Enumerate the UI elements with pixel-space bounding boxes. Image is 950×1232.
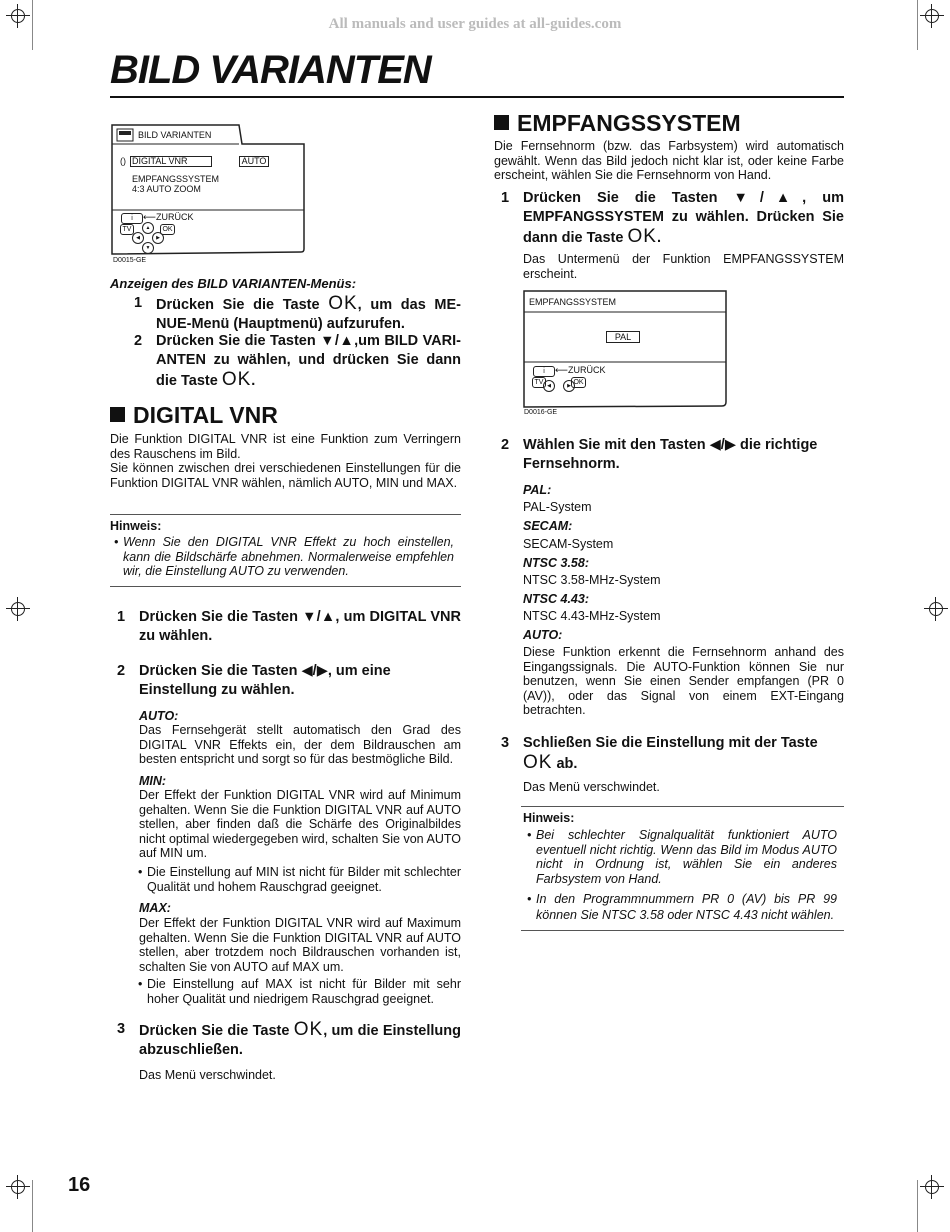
step-number: 2 — [501, 437, 510, 453]
note-item-1 — [527, 828, 837, 886]
dvnr-paragraph-2: Sie können zwischen drei verschiedenen Einstellungen für die Funktion DIGITAL VNR wählen, nämlich AUTO, MIN und MAX. — [110, 461, 461, 490]
ok-button-glyph: OK — [293, 1019, 324, 1040]
intro-heading: Anzeigen des BILD VARIANTEN-Menüs: — [110, 276, 357, 291]
max-label: MAX: — [139, 901, 171, 915]
max-bullet — [138, 977, 461, 1006]
menu-item-value: AUTO — [239, 156, 269, 167]
section-heading-empfangssystem — [494, 110, 741, 137]
intro-step-2 — [134, 332, 461, 391]
max-text: Der Effekt der Funktion DIGITAL VNR wird auf Maximum gehalten. Wenn Sie die Funktion DIGITAL VNR auf AUTO stellen, aber trotzdem noch Bildrauschen vorhanden ist, schalten Sie von AUTO auf MAX um. — [139, 916, 461, 974]
auto-text: Diese Funktion erkennt die Fernsehnorm anhand des Eingangssignals. Die AUTO-Funktion können Sie nur benutzen, wenn Sie einen Sender empfangen (PR 0 (AV)), oder das Signal von einem EXT-Eingang betrachten. — [523, 645, 844, 717]
dvnr-step-1 — [117, 608, 461, 646]
empf-step-3-note: Das Menü verschwindet. — [523, 780, 660, 794]
heading-text: DIGITAL VNR — [133, 402, 278, 428]
selection-indicator-icon: () — [120, 156, 126, 166]
dvnr-step-3 — [117, 1019, 461, 1060]
ok-button-glyph: OK — [328, 293, 358, 314]
note-label: Hinweis: — [523, 811, 575, 825]
secam-text: SECAM-System — [523, 537, 614, 551]
registration-mark-icon — [920, 1175, 944, 1199]
back-label: ZURÜCK — [156, 212, 194, 222]
square-bullet-icon — [494, 115, 509, 130]
step-number: 3 — [501, 735, 510, 751]
note-label: Hinweis: — [110, 519, 162, 533]
page-number: 16 — [68, 1174, 91, 1196]
bullet-icon: • — [114, 535, 119, 549]
min-label: MIN: — [139, 774, 167, 788]
note-text — [114, 535, 454, 579]
section-heading-digital-vnr — [110, 402, 278, 429]
ok-button-icon: OK — [160, 224, 175, 235]
crop-mark — [32, 0, 33, 50]
step-number: 1 — [117, 609, 126, 625]
step-text: Drücken Sie die Taste — [139, 1023, 290, 1039]
note-body: Bei schlechter Signalqualität funktioniert AUTO eventuell nicht richtig. Wenn das Bild im Modus AUTO nicht in Ordnung ist, wählen Sie ein anderes Farbsystem von Hand. — [536, 828, 837, 886]
empfangssystem-menu-illustration — [523, 290, 729, 418]
auto-text: Das Fernsehgerät stellt automatisch den Grad des DIGITAL VNR Effekts ein, der dem Bildrauschen am besten entspricht und sorgt so für das bestmögliche Bild. — [139, 723, 461, 766]
back-label: ZURÜCK — [568, 365, 606, 375]
auto-label: AUTO: — [523, 628, 563, 642]
watermark: All manuals and user guides at all-guides.com — [328, 16, 622, 32]
page-title: BILD VARIANTEN — [110, 48, 431, 92]
bullet-text: Die Einstellung auf MIN ist nicht für Bilder mit schlechter Qualität und hohem Rauschgrad geeignet. — [147, 865, 461, 894]
note-rule-top — [521, 806, 844, 807]
step-number: 2 — [134, 333, 143, 349]
step-text: Drücken Sie die Tasten ▼/▲, um DIGITAL VNR zu wählen. — [139, 609, 461, 644]
nav-pad-icon: ◀ ▶ — [542, 374, 578, 406]
dvnr-step-3-note: Das Menü verschwindet. — [139, 1068, 276, 1082]
note-rule-top — [110, 514, 461, 515]
empf-step-3 — [501, 734, 844, 774]
step-number: 2 — [117, 663, 126, 679]
empf-step-1 — [501, 189, 844, 248]
empf-paragraph-1: Die Fernsehnorm (bzw. das Farbsystem) wird automatisch gewählt. Wenn das Bild jedoch nicht klar ist, oder keine Farbe erscheint, wählen Sie die Fernsehnorm von Hand. — [494, 139, 844, 182]
registration-mark-icon — [920, 4, 944, 28]
submenu-value: PAL — [606, 331, 640, 343]
back-arrow-icon: ⟵ — [555, 365, 568, 375]
registration-mark-icon — [6, 1175, 30, 1199]
crop-mark — [917, 1180, 918, 1232]
step-text: , um das ME-NUE-Menü (Hauptmenü) aufzurufen. — [156, 297, 462, 332]
note-item-2 — [527, 891, 837, 923]
step-text: Schließen Sie die Einstellung mit der Taste — [523, 735, 818, 751]
submenu-title: EMPFANGSSYSTEM — [529, 297, 617, 307]
registration-mark-icon — [6, 4, 30, 28]
nav-pad-icon: ▲ ◀ ▶ ▼ — [131, 222, 167, 254]
note-rule-bottom — [521, 930, 844, 931]
min-text: Der Effekt der Funktion DIGITAL VNR wird auf Minimum gehalten. Wenn Sie die Funktion DIGITAL VNR auf AUTO stellen, aber finden daß die Schärfe des Originalbildes nicht optimal wiedergegeben wird, schalten Sie von AUTO auf MIN um. — [139, 788, 461, 860]
pal-text: PAL-System — [523, 500, 592, 514]
step-number: 3 — [117, 1021, 126, 1037]
empf-step-1-note: Das Untermenü der Funktion EMPFANGSSYSTEM erscheint. — [523, 252, 844, 281]
auto-label: AUTO: — [139, 709, 179, 723]
pal-label: PAL: — [523, 483, 552, 497]
step-number: 1 — [501, 190, 510, 206]
ntsc443-text: NTSC 4.43-MHz-System — [523, 609, 661, 623]
registration-mark-icon — [6, 597, 30, 621]
figure-caption: D0016-GE — [524, 409, 558, 416]
dvnr-step-2 — [117, 662, 461, 700]
dvnr-paragraph-1: Die Funktion DIGITAL VNR ist eine Funktion zum Verringern des Rauschens im Bild. — [110, 432, 461, 461]
crop-mark — [917, 0, 918, 50]
menu-item-digital-vnr: DIGITAL VNR — [130, 156, 212, 167]
menu-tab-label: BILD VARIANTEN — [138, 130, 212, 140]
secam-label: SECAM: — [523, 519, 573, 533]
step-text: Wählen Sie mit den Tasten ◀/▶ die richtige Fernsehnorm. — [523, 437, 818, 472]
bild-varianten-menu-illustration — [111, 124, 307, 264]
ok-button-icon: OK — [571, 377, 586, 388]
ok-button-glyph: OK — [523, 752, 553, 773]
ntsc358-label: NTSC 3.58: — [523, 556, 589, 570]
step-text: Drücken Sie die Tasten ▼/▲, um EMPFANGSSYSTEM zu wählen. Drücken Sie dann die Taste — [523, 190, 844, 246]
bullet-icon: • — [138, 977, 143, 991]
menu-item-empfangssystem: EMPFANGSSYSTEM — [132, 174, 220, 184]
note-body: Wenn Sie den DIGITAL VNR Effekt zu hoch einstellen, kann die Bildschärfe abnehmen. Normalerweise empfehlen wir, die Einstellung AUTO zu verwenden. — [123, 535, 454, 578]
ok-button-glyph: OK — [221, 369, 252, 390]
step-text: . — [656, 230, 661, 246]
intro-step-1 — [134, 293, 462, 334]
tv-button-icon: TV — [532, 377, 546, 388]
info-button-icon: i — [121, 213, 143, 224]
back-arrow-icon: ⟵ — [143, 212, 156, 222]
step-number: 1 — [134, 295, 143, 311]
step-text: , um die Einstellung abzuschließen. — [139, 1023, 461, 1058]
title-rule — [110, 96, 844, 98]
note-rule-bottom — [110, 586, 461, 587]
menu-item-auto-zoom: 4:3 AUTO ZOOM — [132, 184, 201, 194]
ok-button-glyph: OK — [627, 226, 657, 247]
step-text: Drücken Sie die Taste — [156, 297, 320, 313]
bullet-icon: • — [527, 828, 532, 842]
step-text: Drücken Sie die Tasten ◀/▶, um eine Einstellung zu wählen. — [139, 663, 391, 698]
step-text: Drücken Sie die Tasten ▼/▲,um BILD VARI-ANTEN zu wählen, und drücken Sie dann die Taste — [156, 333, 461, 389]
min-bullet — [138, 865, 461, 894]
tv-button-icon: TV — [120, 224, 134, 235]
heading-text: EMPFANGSSYSTEM — [517, 110, 741, 136]
step-text: ab. — [556, 756, 578, 772]
registration-mark-icon — [924, 597, 948, 621]
empf-step-2 — [501, 436, 844, 474]
bullet-text: Die Einstellung auf MAX ist nicht für Bilder mit sehr hoher Qualität und niedrigem Rauschgrad geeignet. — [147, 977, 461, 1006]
info-button-icon: i — [533, 366, 555, 377]
ntsc443-label: NTSC 4.43: — [523, 592, 589, 606]
bullet-icon: • — [527, 892, 532, 906]
square-bullet-icon — [110, 407, 125, 422]
note-body: In den Programmnummern PR 0 (AV) bis PR 99 können Sie NTSC 3.58 oder NTSC 4.43 nicht wählen. — [536, 892, 837, 922]
crop-mark — [32, 1180, 33, 1232]
ntsc358-text: NTSC 3.58-MHz-System — [523, 573, 661, 587]
bullet-icon: • — [138, 865, 143, 879]
step-text: . — [251, 373, 256, 389]
figure-caption: D0015-GE — [113, 257, 147, 264]
